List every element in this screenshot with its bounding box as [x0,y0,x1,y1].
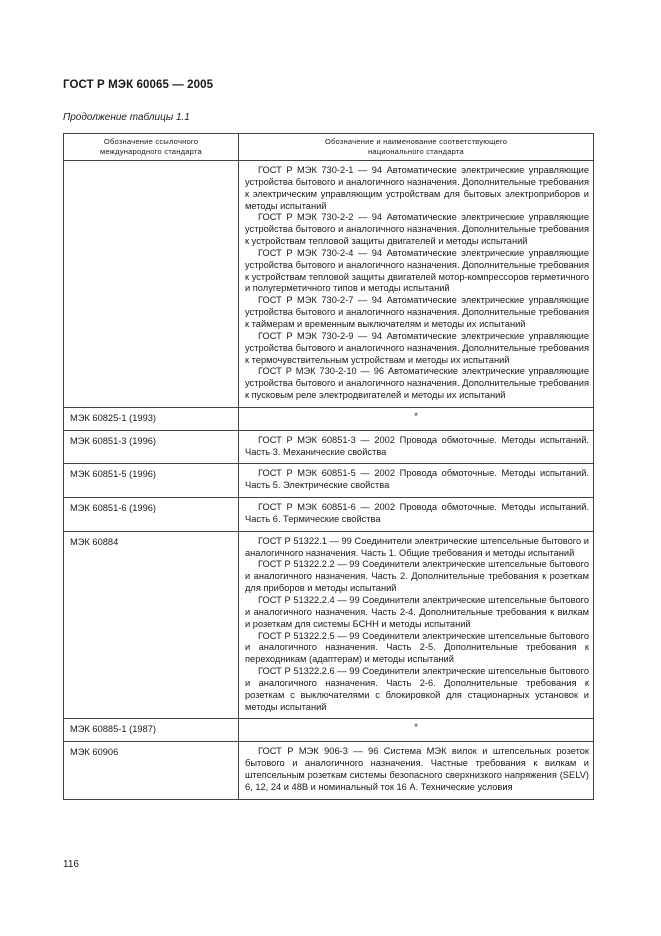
column-header-line: международного стандарта [100,147,202,156]
standard-entry: ГОСТ Р МЭК 906-3 — 96 Система МЭК вилок и штепсельных розеток бытового и аналогичного назначения. Частные требования к вилкам и штепсельным розеткам системы безопасного сверхнизкого напряжения (SELV) 6, 12, 24 и 48В и номинальный ток 16 А. Технические условия [245,746,589,792]
table-row [64,161,594,408]
standard-entry: ГОСТ Р МЭК 730-2-10 — 96 Автоматические электрические управляющие устройства бытового и аналогичного назначения. Дополнительные требования к пусковым реле электродвигателей и методы их испытаний [245,366,589,401]
column-header-national [239,134,594,161]
table-caption: Продолжение таблицы 1.1 [63,112,190,123]
international-standard-cell: МЭК 60851-3 (1996) [64,430,239,464]
national-standard-cell [239,742,594,799]
national-standard-cell: * [239,719,594,742]
national-standard-cell [239,531,594,719]
table-header-row [64,134,594,161]
international-standard-cell: МЭК 60851-5 (1996) [64,464,239,498]
table-row [64,719,594,742]
table-row [64,742,594,799]
standard-entry: ГОСТ Р МЭК 730-2-7 — 94 Автоматические электрические управляющие устройства бытового и аналогичного назначения. Дополнительные требования к таймерам и временным выключателям и методы их испытаний [245,295,589,329]
national-standard-cell: * [239,407,594,430]
standard-entry: ГОСТ Р МЭК 60851-6 — 2002 Провода обмоточные. Методы испытаний. Часть 6. Термические свойства [245,502,589,524]
national-standard-cell [239,161,594,408]
table-row [64,464,594,498]
column-header-line: Обозначение ссылочного [103,137,199,146]
column-header-line: Обозначение и наименование соответствующего [324,137,508,146]
international-standard-cell: МЭК 60825-1 (1993) [64,407,239,430]
table-row [64,498,594,532]
standard-entry: ГОСТ Р 51322.2.2 — 99 Соединители электрические штепсельные бытового и аналогичного назначения. Часть 2. Дополнительные требования к розеткам для приборов и методы испытаний [245,559,589,594]
page-number: 116 [63,859,79,870]
column-header-line: национального стандарта [368,147,464,156]
international-standard-cell: МЭК 60885-1 (1987) [64,719,239,742]
table-body [64,161,594,800]
standard-entry: ГОСТ Р МЭК 60851-3 — 2002 Провода обмоточные. Методы испытаний. Часть 3. Механические свойства [245,434,589,457]
table-row [64,407,594,430]
international-standard-cell: МЭК 60906 [64,742,239,799]
national-standard-cell [239,464,594,498]
standard-entry: ГОСТ Р МЭК 730-2-9 — 94 Автоматические электрические управляющие устройства бытового и аналогичного назначения. Дополнительные требования к термочувствительным устройствам и методы их испытаний [245,330,589,365]
standard-entry: ГОСТ Р МЭК 730-2-2 — 94 Автоматические электрические управляющие устройства бытового и аналогичного назначения. Дополнительные требования к устройствам тепловой защиты двигателей и методы испытаний [245,212,589,247]
standard-entry: ГОСТ Р 51322.2.5 — 99 Соединители электрические штепсельные бытового и аналогичного назначения. Часть 2-5. Дополнительные требования к переходникам (адаптерам) и методы испытаний [245,630,589,665]
column-header-international [64,134,239,161]
standard-entry: ГОСТ Р 51322.1 — 99 Соединители электрические штепсельные бытового и аналогичного назначения. Часть 1. Общие требования и методы испытаний [245,535,589,558]
international-standard-cell: МЭК 60851-6 (1996) [64,498,239,532]
table-row [64,430,594,464]
national-standard-cell [239,498,594,532]
reference-table [63,133,594,800]
national-standard-cell [239,430,594,464]
table-row [64,531,594,719]
international-standard-cell: МЭК 60884 [64,531,239,719]
standard-entry: ГОСТ Р МЭК 60851-5 — 2002 Провода обмоточные. Методы испытаний. Часть 5. Электрические свойства [245,468,589,491]
standard-entry: ГОСТ Р 51322.2.4 — 99 Соединители электрические штепсельные бытового и аналогичного назначения. Часть 2-4. Дополнительные требования к вилкам и розеткам для системы БСНН и методы испытаний [245,595,589,629]
standard-entry: ГОСТ Р МЭК 730-2-4 — 94 Автоматические электрические управляющие устройства бытового и аналогичного назначения. Дополнительные требования к устройствам тепловой защиты двигателей мотор-компрессоров герметичного и полугерметичного типов и методы испытаний [245,247,589,294]
international-standard-cell [64,161,239,408]
standard-entry: ГОСТ Р 51322.2.6 — 99 Соединители электрические штепсельные бытового и аналогичного назначения. Часть 2-6. Дополнительные требования к розеткам с выключателями с блокировкой для стационарных установок и методы испытаний [245,666,589,712]
document-header: ГОСТ Р МЭК 60065 — 2005 [63,79,214,91]
standard-entry: ГОСТ Р МЭК 730-2-1 — 94 Автоматические электрические управляющие устройства бытового и аналогичного назначения. Дополнительные требования к электрическим управляющим устройствам для бытовых электроприборов и методы испытаний [245,165,589,211]
